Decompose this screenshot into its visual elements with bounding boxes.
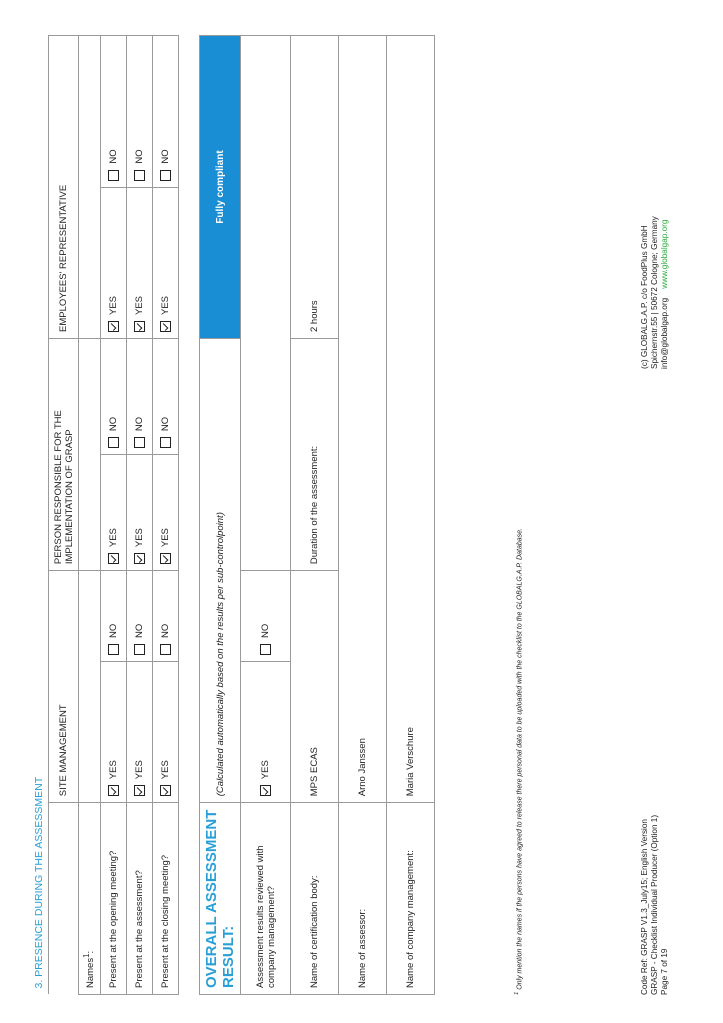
checkbox-checked-icon[interactable] <box>160 553 171 564</box>
reviewed-label: Assessment results reviewed with company management? <box>241 803 291 995</box>
no-option[interactable]: NO <box>153 571 179 662</box>
footnote: $^1$ Only mention the names if the persons have agreed to release there personal data to be uploaded with the checklist to the GLOBALG.A.P. Database. <box>514 528 524 995</box>
row-label: Present at the closing meeting? <box>153 803 179 995</box>
checkbox-empty-icon[interactable] <box>134 170 145 181</box>
checkbox-checked-icon[interactable] <box>108 553 119 564</box>
footer-code-ref: Code Ref: GRASP V1.3_July15; English Version <box>640 819 649 995</box>
footer-email[interactable]: info@globalgap.org <box>660 297 669 369</box>
no-option[interactable]: NO <box>127 571 153 662</box>
footer-address: Spichernstr.55 | 50672 Cologne; Germany <box>650 216 659 369</box>
footer-website-link[interactable]: www.globalgap.org <box>660 219 669 289</box>
footer-doc-title: GRASP - Checklist Individual Producer (Option 1) <box>650 814 659 995</box>
company-management-label: Name of company management: <box>387 803 435 995</box>
no-option[interactable]: NO <box>101 36 127 188</box>
footer-copyright: (c) GLOBALG.A.P. c/o FoodPlus GmbH <box>640 225 649 369</box>
row-label: Present at the opening meeting? <box>101 803 127 995</box>
yes-option[interactable]: YES <box>127 187 153 338</box>
yes-option[interactable]: YES <box>101 661 127 802</box>
no-option[interactable]: NO <box>153 339 179 455</box>
checkbox-checked-icon[interactable] <box>160 321 171 332</box>
presence-table <box>30 35 435 995</box>
checkbox-empty-icon[interactable] <box>160 644 171 655</box>
header-person-responsible: PERSON RESPONSIBLE FOR THE IMPLEMENTATION OF GRASP <box>49 339 79 571</box>
no-option[interactable]: NO <box>127 339 153 455</box>
checkbox-checked-icon[interactable] <box>260 785 271 796</box>
row-label: Present at the assessment? <box>127 803 153 995</box>
footer-page-number: Page 7 of 19 <box>660 948 669 995</box>
checkbox-empty-icon[interactable] <box>260 644 271 655</box>
checkbox-checked-icon[interactable] <box>160 785 171 796</box>
header-employees-representative: EMPLOYEES' REPRESENTATIVE <box>49 36 79 339</box>
footer-right <box>640 216 670 369</box>
table-row <box>153 36 179 995</box>
checkbox-checked-icon[interactable] <box>108 785 119 796</box>
yes-option[interactable]: YES <box>153 661 179 802</box>
checkbox-empty-icon[interactable] <box>134 437 145 448</box>
names-person[interactable] <box>79 339 101 571</box>
certification-body-label: Name of certification body: <box>291 803 339 995</box>
overall-result-badge: Fully compliant <box>200 36 241 339</box>
yes-option[interactable]: YES <box>127 455 153 571</box>
checkbox-checked-icon[interactable] <box>108 321 119 332</box>
yes-option[interactable]: YES <box>153 187 179 338</box>
no-option[interactable]: NO <box>101 339 127 455</box>
no-option[interactable]: NO <box>153 36 179 188</box>
checkbox-empty-icon[interactable] <box>108 170 119 181</box>
yes-option[interactable]: YES <box>101 187 127 338</box>
checkbox-empty-icon[interactable] <box>108 644 119 655</box>
checkbox-checked-icon[interactable] <box>134 785 145 796</box>
yes-option[interactable]: YES <box>241 661 291 802</box>
checkbox-checked-icon[interactable] <box>134 321 145 332</box>
names-site[interactable] <box>79 571 101 803</box>
checkbox-empty-icon[interactable] <box>160 437 171 448</box>
assessor-label: Name of assessor: <box>339 803 387 995</box>
table-row <box>127 36 153 995</box>
overall-result-note: (Calculated automatically based on the results per sub-controlpoint) <box>200 339 241 803</box>
yes-option[interactable]: YES <box>153 455 179 571</box>
certification-body-value[interactable]: MPS ECAS <box>291 571 339 803</box>
reviewed-empty <box>241 36 291 571</box>
names-employees[interactable] <box>79 36 101 339</box>
no-option[interactable]: NO <box>101 571 127 662</box>
header-site-management: SITE MANAGEMENT <box>49 571 79 803</box>
yes-option[interactable]: YES <box>127 661 153 802</box>
no-option[interactable]: NO <box>241 571 291 662</box>
checkbox-empty-icon[interactable] <box>160 170 171 181</box>
names-label: Names$^1$: <box>79 803 101 995</box>
section-title: 3. PRESENCE DURING THE ASSESSMENT <box>30 36 49 995</box>
duration-value[interactable]: 2 hours <box>291 36 339 339</box>
footer-left <box>640 815 670 995</box>
overall-result-label: OVERALL ASSESSMENT RESULT: <box>200 803 241 995</box>
checkbox-empty-icon[interactable] <box>108 437 119 448</box>
checkbox-checked-icon[interactable] <box>134 553 145 564</box>
table-row <box>101 36 127 995</box>
yes-option[interactable]: YES <box>101 455 127 571</box>
checkbox-empty-icon[interactable] <box>134 644 145 655</box>
company-management-value[interactable]: Maria Verschure <box>387 36 435 803</box>
no-option[interactable]: NO <box>127 36 153 188</box>
duration-label: Duration of the assessment: <box>291 339 339 571</box>
assessor-value[interactable]: Arno Janssen <box>339 36 387 803</box>
